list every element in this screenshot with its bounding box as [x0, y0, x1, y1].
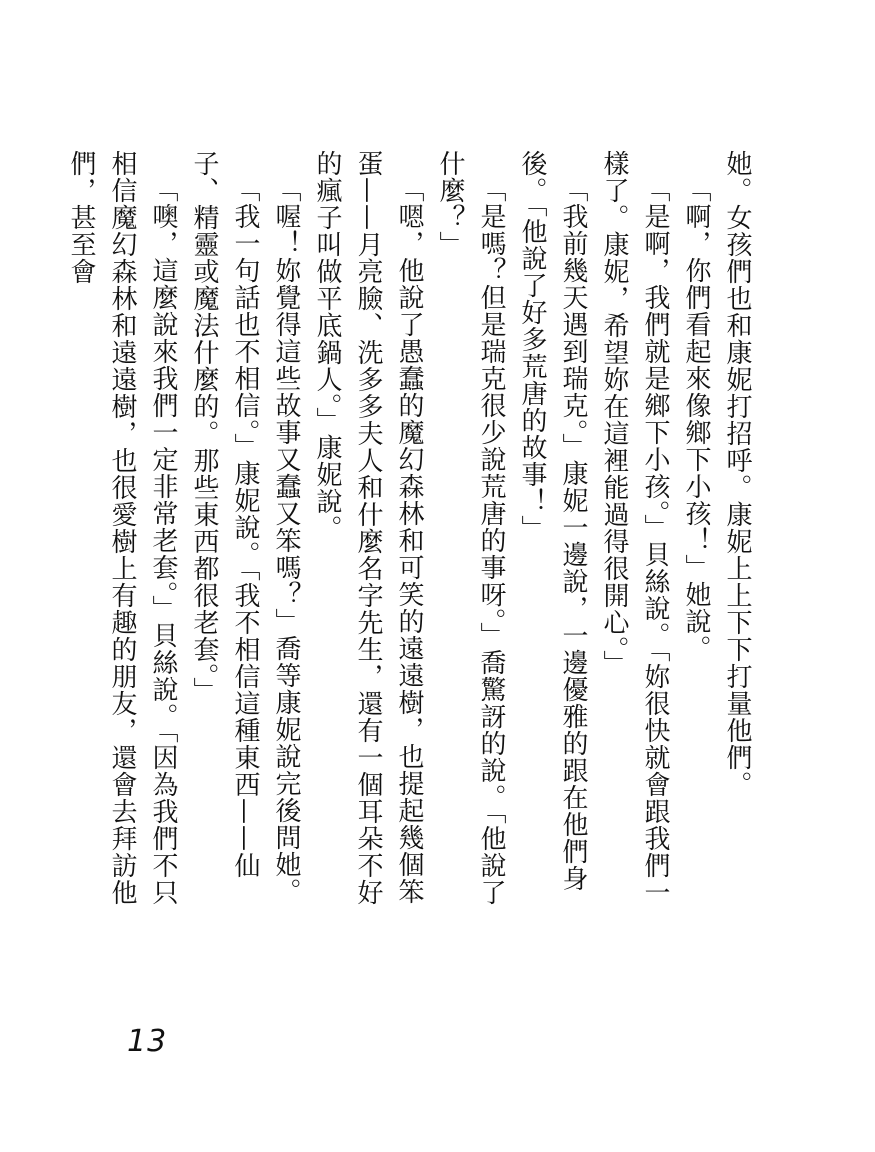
paragraph: 「是啊，我們就是鄉下小孩。」貝絲說。「妳很快就會跟我們一樣了。康妮，希望妳在這裡能過得很開心。」	[599, 150, 670, 906]
paragraph: 「我一句話也不相信。」康妮說。「我不相信這種東西——仙子、精靈或魔法什麼的。那些東西都很老套。」	[189, 150, 260, 879]
paragraph: 她。女孩們也和康妮打招呼。康妮上上下下打量他們。	[722, 150, 752, 798]
paragraph: 「是嗎？但是瑞克很少說荒唐的事呀。」喬驚訝的說。「他說了什麼？」	[435, 150, 506, 906]
paragraph: 「啊，你們看起來像鄉下小孩！」她說。	[681, 176, 711, 662]
vertical-text-body	[66, 150, 757, 910]
paragraph: 「噢，這麼說來我們一定非常老套。」貝絲說。「因為我們不只相信魔幻森林和遠遠樹，也很愛樹上有趣的朋友，還會去拜訪他們，甚至會	[66, 150, 178, 906]
paragraph: 「喔！妳覺得這些故事又蠢又笨嗎？」喬等康妮說完後問她。	[271, 176, 301, 905]
page-number: 13	[127, 1024, 168, 1059]
paragraph: 「我前幾天遇到瑞克。」康妮一邊說，一邊優雅的跟在他們身後。「他說了好多荒唐的故事！」	[517, 150, 588, 892]
paragraph: 「嗯，他說了愚蠢的魔幻森林和可笑的遠遠樹，也提起幾個笨蛋——月亮臉、洗多多夫人和什麼名字先生，還有一個耳朵不好的瘋子叫做平底鍋人。」康妮說。	[312, 150, 424, 906]
